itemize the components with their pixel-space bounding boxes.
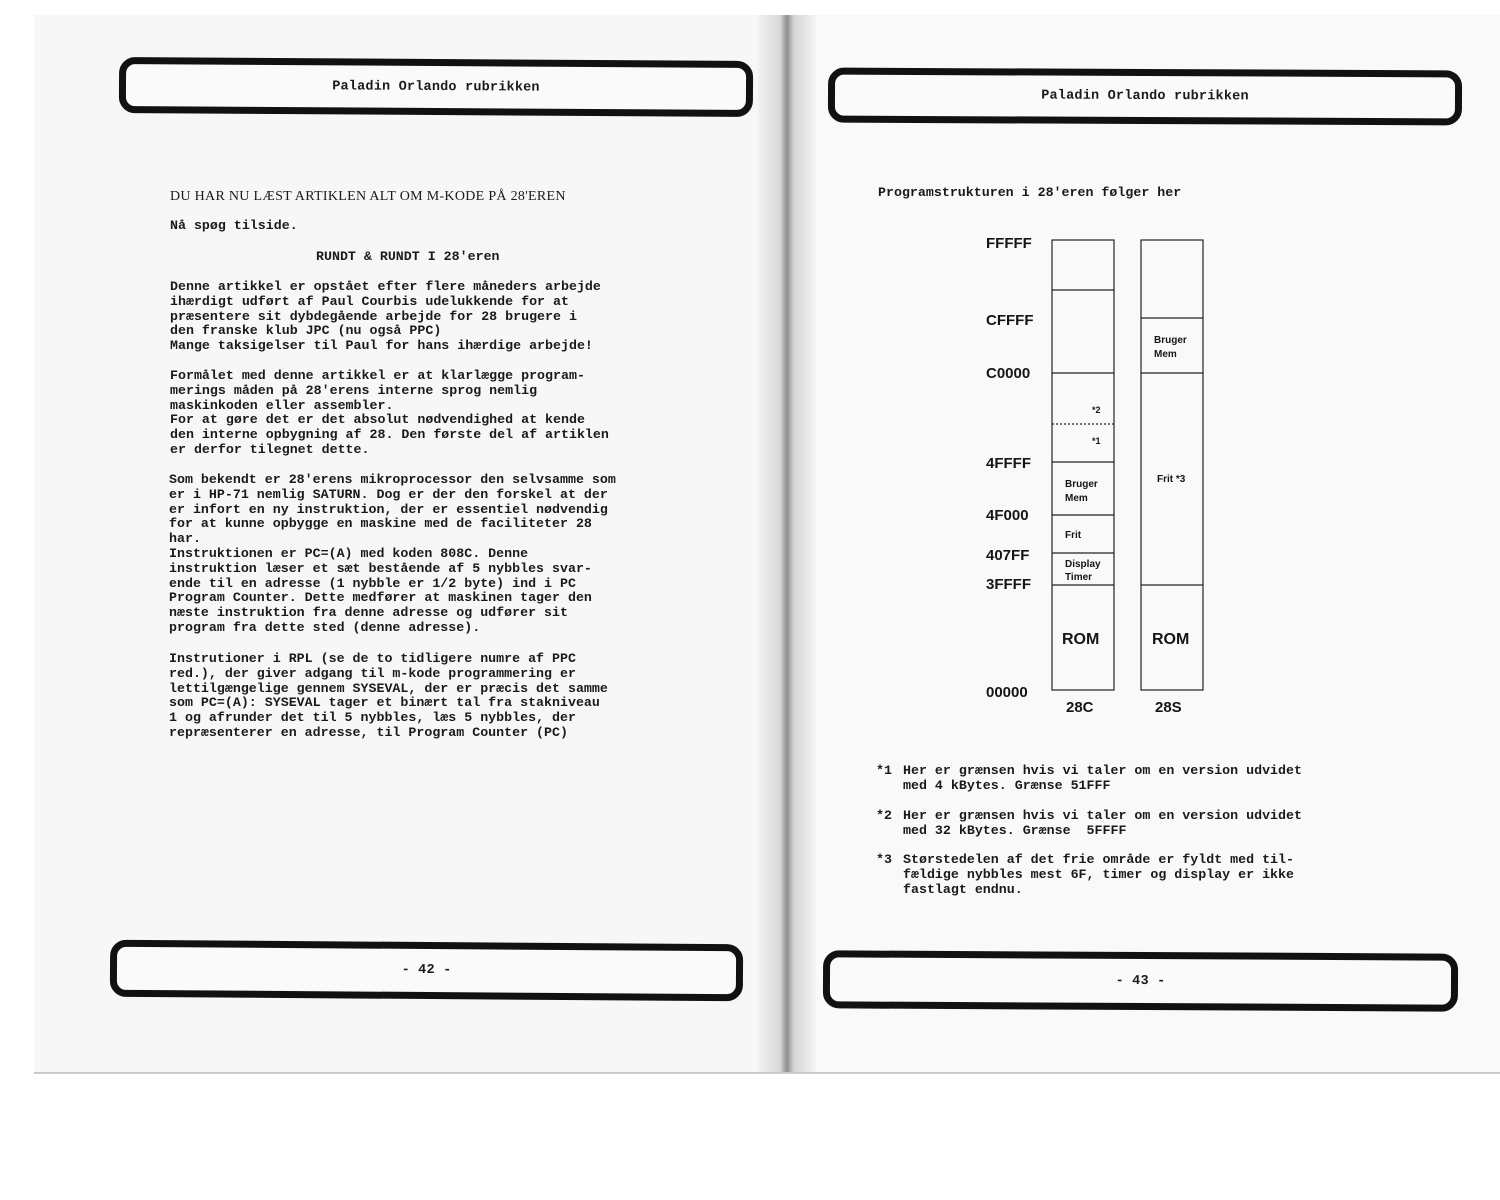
book-gutter bbox=[758, 15, 816, 1072]
label-28s: 28S bbox=[1155, 699, 1182, 716]
addr-fffff: FFFFF bbox=[986, 235, 1032, 252]
right-header-title: Paladin Orlando rubrikken bbox=[1041, 88, 1249, 105]
c-display-line1: Display bbox=[1065, 559, 1101, 570]
s-rom: ROM bbox=[1152, 631, 1190, 648]
left-footer-bar bbox=[110, 940, 743, 1001]
addr-407ff: 407FF bbox=[986, 547, 1030, 564]
left-paragraph-1: Denne artikkel er opstået efter flere måneders arbejde ihærdigt udført af Paul Courbis udelukkende for at præsentere sit dybdegående arbejde for 28 brugere i den franske klub JPC (nu også PPC) Mange taksigelser til Paul for hans ihærdige arbejde! bbox=[170, 279, 601, 354]
c-bruger-line2: Mem bbox=[1065, 493, 1088, 504]
memory-map-diagram bbox=[984, 230, 1220, 720]
left-paragraph-4: Instrutioner i RPL (se de to tidligere numre af PPC red.), der giver adgang til m-kode programmering er lettilgængelige gennem SYSEVAL, der er præcis det samme som PC=(A): SYSEVAL tager et binært tal fra stakniveau 1 og afrunder det til 5 nybbles, læs 5 nybbles, der repræsenterer en adresse, til Program Counter (PC) bbox=[169, 651, 608, 740]
column-28c bbox=[1052, 240, 1114, 690]
right-intro: Programstrukturen i 28'eren følger her bbox=[878, 185, 1182, 200]
left-heading: DU HAR NU LÆST ARTIKLEN ALT OM M-KODE PÅ 28'EREN bbox=[170, 189, 566, 204]
addr-cffff: CFFFF bbox=[986, 312, 1034, 329]
right-page-number: - 43 - bbox=[1115, 973, 1166, 989]
s-frit: Frit *3 bbox=[1157, 474, 1186, 485]
footnote-text-2: Her er grænsen hvis vi taler om en version udvidet med 32 kBytes. Grænse 5FFFF bbox=[903, 808, 1302, 838]
footnote-mark-2: *2 bbox=[876, 808, 892, 823]
c-rom: ROM bbox=[1062, 631, 1100, 648]
footnote-mark-1: *1 bbox=[876, 763, 892, 778]
left-paragraph-2: Formålet med denne artikkel er at klarlægge program- merings måden på 28'erens interne sprog nemlig maskinkoden eller assembler. For at gøre det er det absolut nødvendighed at kende den interne opbygning af 28. Den første del af artiklen er derfor tilegnet dette. bbox=[170, 368, 609, 457]
s-bruger-line2: Mem bbox=[1154, 349, 1177, 360]
addr-c0000: C0000 bbox=[986, 365, 1031, 382]
left-subheading: RUNDT & RUNDT I 28'eren bbox=[316, 249, 500, 264]
left-header-bar bbox=[119, 57, 753, 117]
left-header-title: Paladin Orlando rubrikken bbox=[332, 78, 540, 96]
left-intro: Nå spøg tilside. bbox=[170, 218, 298, 233]
footnote-text-1: Her er grænsen hvis vi taler om en version udvidet med 4 kBytes. Grænse 51FFF bbox=[903, 763, 1302, 793]
mark-1: *1 bbox=[1092, 436, 1101, 446]
footnote-mark-3: *3 bbox=[876, 852, 892, 867]
column-28s bbox=[1141, 240, 1203, 690]
addr-4f000: 4F000 bbox=[986, 507, 1029, 524]
footnote-text-3: Størstedelen af det frie område er fyldt med til- fældige nybbles mest 6F, timer og display er ikke fastlagt endnu. bbox=[903, 852, 1294, 897]
left-paragraph-3: Som bekendt er 28'erens mikroprocessor den selvsamme som er i HP-71 nemlig SATURN. Dog er der den forskel at der er infort en ny instruktion, der er essentiel nødvendig for at kunne opbygge en maskine med de faciliteter 28 har. Instruktionen er PC=(A) med koden 808C. Denne instruktion læser et sæt bestående af 5 nybbles svar- ende til en adresse (1 nybble er 1/2 byte) ind i PC Program Counter. Dette medfører at maskinen tager den næste instruktion fra denne adresse og udfører sit program fra dette sted (denne adresse). bbox=[169, 472, 616, 635]
addr-4ffff: 4FFFF bbox=[986, 455, 1031, 472]
c-bruger-line1: Bruger bbox=[1065, 479, 1098, 490]
label-28c: 28C bbox=[1066, 699, 1094, 716]
addr-00000: 00000 bbox=[986, 684, 1028, 701]
left-page-number: - 42 - bbox=[401, 962, 452, 979]
mark-2: *2 bbox=[1092, 405, 1101, 415]
right-header-bar bbox=[828, 68, 1462, 126]
right-footer-bar bbox=[823, 950, 1458, 1011]
c-frit: Frit bbox=[1065, 530, 1082, 541]
c-display-line2: Timer bbox=[1065, 572, 1093, 583]
s-bruger-line1: Bruger bbox=[1154, 335, 1187, 346]
addr-3ffff: 3FFFF bbox=[986, 576, 1031, 593]
